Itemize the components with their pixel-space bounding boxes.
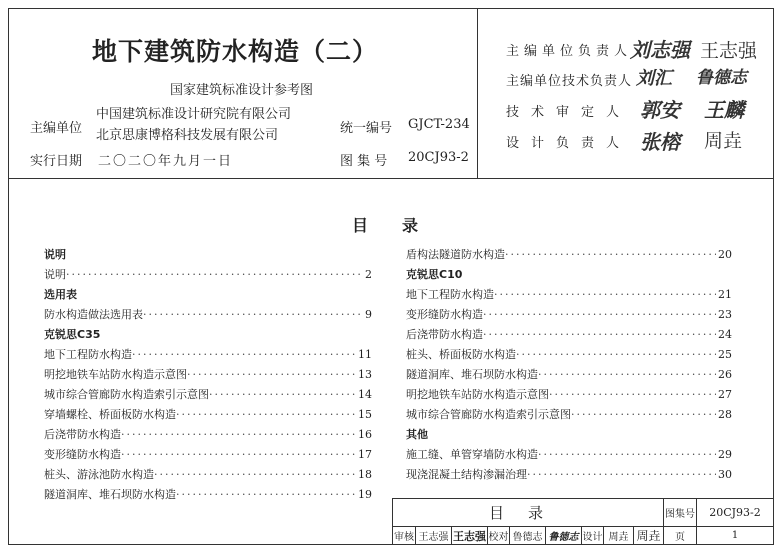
toc-entry[interactable]	[406, 445, 732, 465]
toc-entry[interactable]	[44, 265, 372, 285]
toc-entry-page: 25	[718, 348, 732, 361]
toc-leader-dots	[132, 345, 356, 365]
toc-entry-title: 施工缝、单管穿墙防水构造	[406, 448, 538, 461]
signature-handwritten-1: 刘志强	[630, 38, 690, 62]
editor-unit-label: 主编单位	[30, 121, 83, 136]
signature-role-2: 主编单位技术负责人	[506, 74, 633, 89]
toc-leader-dots	[121, 445, 356, 465]
toc-entry-title: 城市综合管廊防水构造索引示意图	[44, 388, 209, 401]
effective-date: 二〇二〇年九月一日	[98, 154, 234, 169]
atlas-number-value: 20CJ93-2	[408, 150, 469, 165]
toc-leader-dots	[538, 445, 716, 465]
toc-entry-title: 穿墙螺栓、桥面板防水构造	[44, 408, 176, 421]
toc-entry[interactable]	[44, 365, 372, 385]
design-label: 设计	[582, 532, 603, 543]
atlas-number-label: 图 集 号	[340, 154, 388, 169]
serial-label: 统一编号	[340, 121, 393, 136]
toc-leader-dots	[494, 285, 716, 305]
signature-role-1: 主编单位负责人	[506, 44, 633, 59]
toc-entry[interactable]	[406, 365, 732, 385]
toc-entry-page: 24	[718, 328, 732, 341]
toc-entry-page: 17	[358, 448, 372, 461]
editor-unit-line-1: 中国建筑标准设计研究院有限公司	[96, 107, 292, 122]
toc-leader-dots	[549, 385, 716, 405]
design-signature: 周垚	[636, 529, 661, 543]
toc-entry-title: 后浇带防水构造	[44, 428, 121, 441]
toc-entry-page: 14	[358, 388, 372, 401]
toc-entry-page: 2	[365, 268, 372, 281]
toc-leader-dots	[538, 365, 716, 385]
toc-leader-dots	[176, 405, 356, 425]
toc-entry-page: 18	[358, 468, 372, 481]
review-signature: 王志强	[453, 529, 486, 543]
title-block-page-value: 1	[731, 530, 739, 541]
signature-printed-4: 周垚	[704, 130, 743, 152]
header-vertical-divider	[477, 8, 478, 178]
toc-leader-dots	[66, 265, 363, 285]
toc-leader-dots	[143, 305, 363, 325]
serial-value: GJCT-234	[408, 117, 470, 132]
toc-entry[interactable]	[406, 405, 732, 425]
title-block	[392, 498, 774, 545]
toc-entry-title: 现浇混凝土结构渗漏治理	[406, 468, 527, 481]
editor-unit-line-2: 北京思康博格科技发展有限公司	[96, 128, 279, 143]
toc-entry[interactable]	[44, 405, 372, 425]
check-name: 鲁德志	[512, 532, 543, 543]
toc-entry-page: 9	[365, 308, 372, 321]
toc-entry-page: 30	[718, 468, 732, 481]
toc-entry-title: 后浇带防水构造	[406, 328, 483, 341]
toc-leader-dots	[483, 325, 716, 345]
check-label: 校对	[488, 532, 509, 543]
toc-entry-title: 隧道洞库、堆石坝防水构造	[44, 488, 176, 501]
toc-entry-title: 明挖地铁车站防水构造示意图	[44, 368, 187, 381]
toc-entry-title: 桩头、桥面板防水构造	[406, 348, 516, 361]
signature-printed-2: 鲁德志	[696, 68, 747, 88]
atlas-title: 地下建筑防水构造（二）	[92, 37, 379, 66]
toc-entry-page: 15	[358, 408, 372, 421]
toc-entry-title: 城市综合管廊防水构造索引示意图	[406, 408, 571, 421]
toc-leader-dots	[527, 465, 716, 485]
toc-leader-dots	[121, 425, 356, 445]
toc-entry-title: 变形缝防水构造	[406, 308, 483, 321]
toc-entry[interactable]	[44, 305, 372, 325]
toc-section-heading: 克锐思C10	[406, 268, 463, 281]
toc-section-heading: 说明	[44, 248, 66, 261]
toc-entry-page: 19	[358, 488, 372, 501]
signature-handwritten-4: 张榕	[640, 130, 680, 154]
signature-handwritten-2: 刘汇	[636, 68, 672, 89]
toc-entry-page: 11	[358, 348, 372, 361]
toc-entry[interactable]	[44, 465, 372, 485]
atlas-subtitle: 国家建筑标准设计参考图	[170, 83, 314, 98]
toc-entry-page: 26	[718, 368, 732, 381]
toc-leader-dots	[505, 245, 716, 265]
toc-title: 目录	[352, 216, 453, 235]
toc-section-heading: 克锐思C35	[44, 328, 101, 341]
toc-entry-title: 地下工程防水构造	[406, 288, 494, 301]
toc-entry-page: 29	[718, 448, 732, 461]
toc-entry-page: 20	[718, 248, 732, 261]
signature-role-4: 设计负责人	[506, 136, 632, 151]
toc-entry-title: 地下工程防水构造	[44, 348, 132, 361]
signature-handwritten-3: 郭安	[640, 98, 680, 122]
toc-leader-dots	[209, 385, 356, 405]
design-name: 周垚	[608, 532, 629, 543]
toc-entry-title: 盾构法隧道防水构造	[406, 248, 505, 261]
toc-entry-title: 变形缝防水构造	[44, 448, 121, 461]
toc-entry[interactable]	[406, 245, 732, 265]
toc-leader-dots	[571, 405, 716, 425]
title-block-title: 目录	[488, 504, 567, 522]
signature-printed-1: 王志强	[700, 40, 758, 62]
toc-leader-dots	[154, 465, 356, 485]
toc-entry[interactable]	[406, 305, 732, 325]
toc-entry[interactable]	[44, 485, 372, 505]
toc-entry-page: 13	[358, 368, 372, 381]
toc-entry-page: 28	[718, 408, 732, 421]
toc-entry-title: 说明	[44, 268, 66, 281]
title-block-atlas-value: 20CJ93-2	[709, 506, 761, 519]
toc-entry[interactable]	[406, 325, 732, 345]
title-block-atlas-label: 图集号	[665, 509, 695, 520]
title-block-page-label: 页	[675, 532, 685, 543]
review-name: 王志强	[418, 532, 449, 543]
signature-printed-3: 王麟	[704, 98, 744, 122]
toc-entry[interactable]	[44, 445, 372, 465]
toc-entry[interactable]	[44, 385, 372, 405]
toc-entry-title: 防水构造做法选用表	[44, 308, 143, 321]
review-label: 审核	[394, 532, 414, 543]
toc-entry-page: 27	[718, 388, 732, 401]
toc-right-column	[406, 245, 732, 485]
toc-entry-title: 明挖地铁车站防水构造示意图	[406, 388, 549, 401]
toc-entry-title: 隧道洞库、堆石坝防水构造	[406, 368, 538, 381]
toc-entry-page: 16	[358, 428, 372, 441]
toc-entry[interactable]	[406, 465, 732, 485]
check-signature: 鲁德志	[548, 532, 579, 543]
toc-entry[interactable]	[406, 385, 732, 405]
toc-left-column	[44, 245, 372, 505]
toc-entry[interactable]	[44, 345, 372, 365]
toc-section-heading: 选用表	[44, 288, 77, 301]
toc-leader-dots	[176, 485, 356, 505]
toc-entry[interactable]	[406, 285, 732, 305]
effective-date-label: 实行日期	[30, 154, 83, 169]
toc-leader-dots	[483, 305, 716, 325]
toc-section-heading: 其他	[406, 428, 428, 441]
signature-role-3: 技术审定人	[506, 105, 632, 120]
header-divider	[8, 178, 774, 179]
toc-entry[interactable]	[406, 345, 732, 365]
toc-entry-page: 21	[718, 288, 732, 301]
toc-leader-dots	[187, 365, 356, 385]
toc-entry-page: 23	[718, 308, 732, 321]
toc-entry[interactable]	[44, 425, 372, 445]
toc-entry-title: 桩头、游泳池防水构造	[44, 468, 154, 481]
toc-leader-dots	[516, 345, 716, 365]
